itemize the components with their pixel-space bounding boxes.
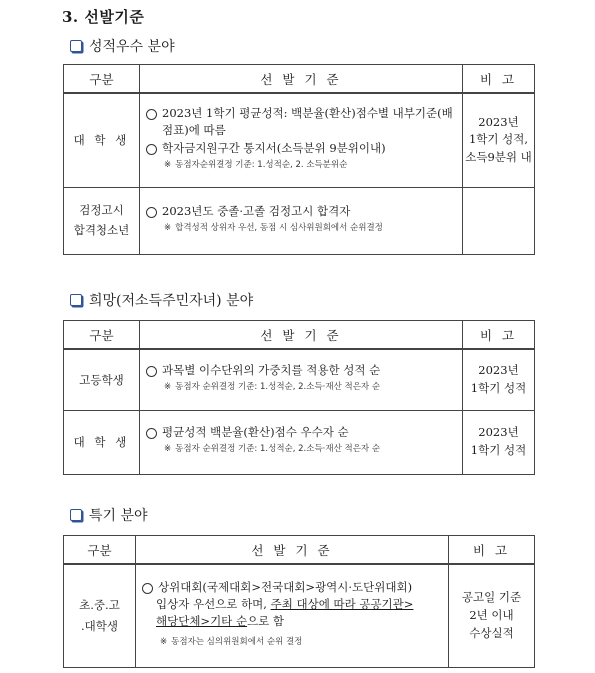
row-note: 2023년 1학기 성적 bbox=[463, 410, 535, 474]
criteria-item: 2023년도 중졸·고졸 검정고시 합격자 bbox=[146, 203, 456, 220]
table-header-row bbox=[64, 65, 535, 94]
criteria-item: 학자금지원구간 통지서(소득분위 9분위이내) bbox=[146, 140, 456, 157]
criteria-remark: ※ 동점자순위결정 기준: 1.성적순, 2. 소득분위순 bbox=[164, 159, 348, 170]
criteria-remark: ※ 동점자 순위결정 기준: 1.성적순, 2.소득·재산 적은자 순 bbox=[164, 444, 381, 455]
row-category: 고등학생 bbox=[64, 349, 140, 410]
criteria-remark: ※ 동점자 순위결정 기준: 1.성적순, 2.소득·재산 적은자 순 bbox=[164, 382, 381, 392]
header-criteria: 선 발 기 준 bbox=[136, 536, 449, 565]
main-title: 3. 선발기준 bbox=[62, 8, 145, 26]
hope-table bbox=[63, 320, 535, 475]
row-category: 대 학 생 bbox=[64, 410, 140, 474]
circle-bullet-icon bbox=[142, 583, 153, 594]
row-category: 대 학 생 bbox=[64, 93, 140, 187]
header-category: 구분 bbox=[64, 321, 140, 350]
section-title-label: 희망(저소득주민자녀) 분야 bbox=[89, 293, 254, 309]
table-row bbox=[64, 349, 535, 410]
circle-bullet-icon bbox=[146, 144, 157, 155]
section-title-special bbox=[70, 505, 148, 525]
criteria-item: 상위대회(국제대회>전국대회>광역시·도단위대회) bbox=[142, 579, 442, 596]
header-category: 구분 bbox=[64, 65, 140, 94]
row-category: 검정고시 합격청소년 bbox=[64, 187, 140, 254]
table-header-row bbox=[64, 321, 535, 350]
row-criteria bbox=[140, 349, 463, 410]
row-category: 초.중.고 .대학생 bbox=[64, 564, 136, 667]
table-row bbox=[64, 410, 535, 474]
section-title-label: 성적우수 분야 bbox=[89, 39, 175, 55]
header-category: 구분 bbox=[64, 536, 136, 565]
table-row bbox=[64, 93, 535, 187]
row-criteria bbox=[140, 187, 463, 254]
checkbox-icon bbox=[70, 294, 82, 306]
criteria-continuation: 입상자 우선으로 하며, 주최 대상에 따라 공공기관> 해당단체>기타 순으로 함 bbox=[156, 596, 414, 628]
criteria-item: 평균성적 백분율(환산)점수 우수자 순 bbox=[146, 424, 456, 441]
criteria-item: 과목별 이수단위의 가중치를 적용한 성적 순 bbox=[146, 362, 456, 379]
table-row bbox=[64, 564, 535, 667]
criteria-remark: ※ 동점자는 심의위원회에서 순위 결정 bbox=[160, 637, 303, 648]
row-criteria bbox=[136, 564, 449, 667]
criteria-remark: ※ 합격성적 상위자 우선, 동점 시 심사위원회에서 순위결정 bbox=[164, 222, 383, 233]
row-note: 2023년 1학기 성적, 소득9분위 내 bbox=[463, 93, 535, 187]
circle-bullet-icon bbox=[146, 109, 157, 120]
row-criteria bbox=[140, 410, 463, 474]
row-criteria bbox=[140, 93, 463, 187]
special-table bbox=[63, 535, 535, 668]
section-title-label: 특기 분야 bbox=[89, 508, 148, 524]
header-note: 비 고 bbox=[463, 321, 535, 350]
section-title-hope bbox=[70, 290, 253, 310]
header-note: 비 고 bbox=[449, 536, 535, 565]
row-note: 공고일 기준 2년 이내 수상실적 bbox=[449, 564, 535, 667]
checkbox-icon bbox=[70, 509, 82, 521]
header-criteria: 선 발 기 준 bbox=[140, 321, 463, 350]
circle-bullet-icon bbox=[146, 366, 157, 377]
section-title-academic bbox=[70, 36, 175, 56]
circle-bullet-icon bbox=[146, 428, 157, 439]
table-header-row bbox=[64, 536, 535, 565]
table-row bbox=[64, 187, 535, 254]
header-note: 비 고 bbox=[463, 65, 535, 94]
row-note: 2023년 1학기 성적 bbox=[463, 349, 535, 410]
header-criteria: 선 발 기 준 bbox=[140, 65, 463, 94]
row-note bbox=[463, 187, 535, 254]
checkbox-icon bbox=[70, 40, 82, 52]
academic-table bbox=[63, 64, 535, 255]
criteria-item: 2023년 1학기 평균성적: 백분율(환산)점수별 내부기준(배점표)에 따름 bbox=[146, 105, 456, 140]
circle-bullet-icon bbox=[146, 207, 157, 218]
